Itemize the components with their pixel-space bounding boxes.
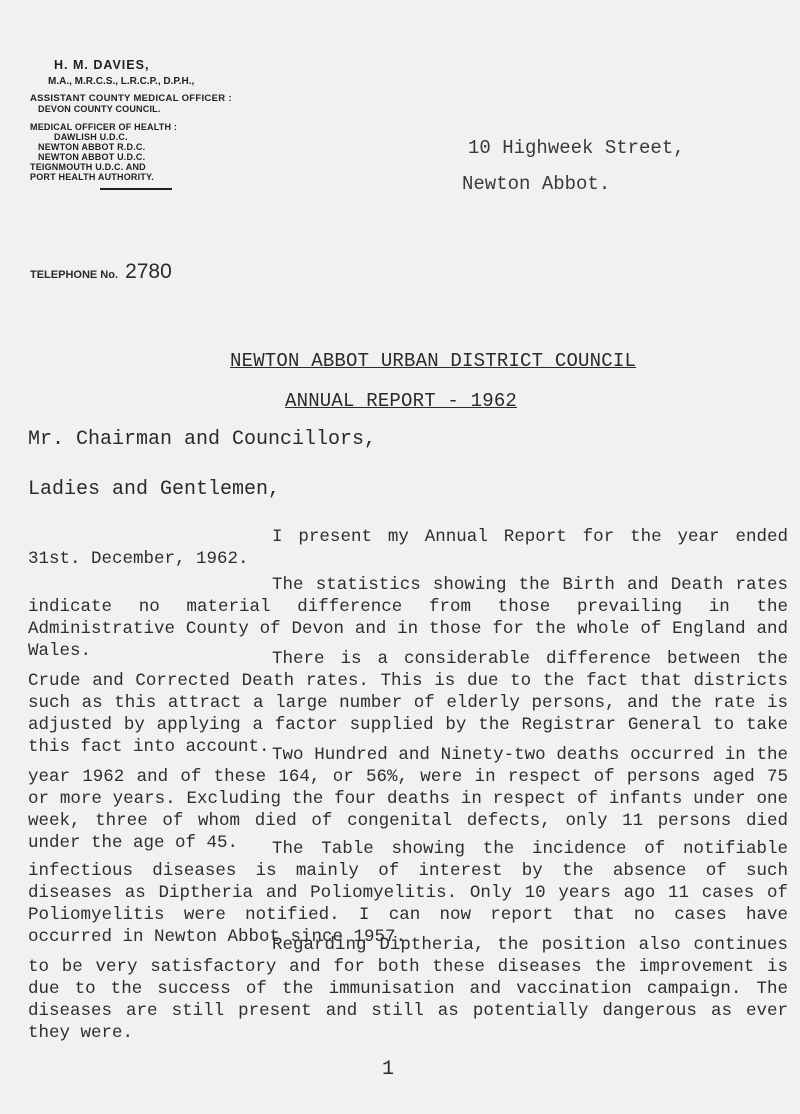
- page-number: 1: [382, 1058, 395, 1081]
- paragraph-death-rates: There is a considerable difference between the Crude and Corrected Death rates. This is due to the fact that districts such as this attract a large number of elderly persons, and the rate is adjusted by applying a factor supplied by the Registrar General to take this fact into account.: [28, 649, 788, 757]
- district-item: DAWLISH U.D.C.: [54, 132, 128, 142]
- officer-name: H. M. DAVIES,: [54, 58, 150, 72]
- officer-role: ASSISTANT COUNTY MEDICAL OFFICER :: [30, 93, 232, 104]
- address-block: [462, 130, 685, 202]
- paragraph-intro: I present my Annual Report for the year ended 31st. December, 1962.: [28, 527, 788, 569]
- paragraph-deaths: Two Hundred and Ninety-two deaths occurred in the year 1962 and of these 164, or 56%, were in respect of persons aged 75 or more years. Excluding the four deaths in respect of infants under one week, three of whom died of congenital defects, only 11 persons died under the age of 45.: [28, 745, 788, 853]
- salutation-line-1: Mr. Chairman and Councillors,: [28, 428, 377, 451]
- district-item: PORT HEALTH AUTHORITY.: [30, 172, 154, 182]
- district-item: NEWTON ABBOT U.D.C.: [38, 152, 146, 162]
- salutation-line-2: Ladies and Gentlemen,: [28, 478, 281, 501]
- address-line-2: Newton Abbot.: [462, 173, 611, 195]
- district-item: NEWTON ABBOT R.D.C.: [38, 142, 146, 152]
- telephone-number: 2780: [125, 260, 172, 283]
- paragraph-statistics: The statistics showing the Birth and Death rates indicate no material difference from those prevailing in the Administrative County of Devon and in those for the whole of England and Wales.: [28, 575, 788, 661]
- telephone: [30, 260, 172, 284]
- report-heading: NEWTON ABBOT URBAN DISTRICT COUNCIL: [230, 350, 637, 372]
- letterhead: [30, 58, 290, 190]
- letterhead-divider: [100, 188, 172, 190]
- officer-qualifications: M.A., M.R.C.S., L.R.C.P., D.P.H.,: [48, 76, 195, 87]
- county-council: DEVON COUNTY COUNCIL.: [38, 104, 161, 114]
- district-item: TEIGNMOUTH U.D.C. AND: [30, 162, 146, 172]
- paragraph-diptheria: Regarding Diptheria, the position also continues to be very satisfactory and for both these diseases the improvement is due to the success of the immunisation and vaccination campaign. The diseases are still present and still as potentially dangerous as ever they were.: [28, 935, 788, 1043]
- paragraph-infectious-diseases: The Table showing the incidence of notifiable infectious diseases is mainly of interest by the absence of such diseases as Diptheria and Poliomyelitis. Only 10 years ago 11 cases of Poliomyelitis were notified. I can now report that no cases have occurred in Newton Abbot since 1957.: [28, 839, 788, 947]
- report-subheading: ANNUAL REPORT - 1962: [285, 390, 518, 412]
- telephone-label: TELEPHONE No.: [30, 269, 119, 281]
- moh-title: MEDICAL OFFICER OF HEALTH :: [30, 122, 178, 132]
- address-line-1: 10 Highweek Street,: [468, 137, 685, 159]
